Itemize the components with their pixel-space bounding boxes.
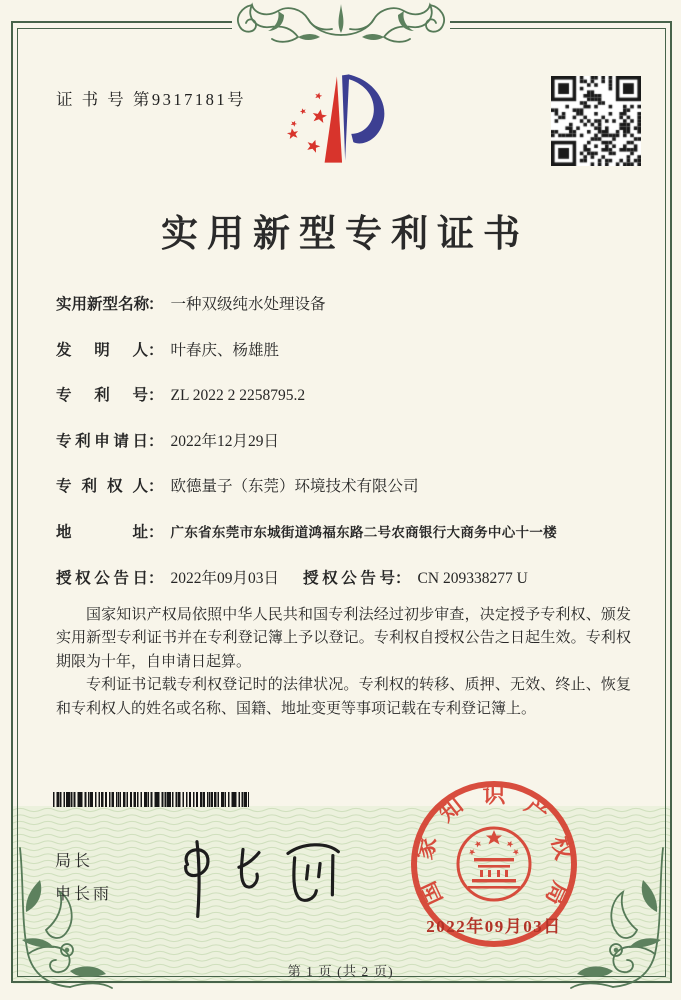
svg-text:产: 产 — [520, 792, 554, 827]
signer-name: 申长雨 — [55, 886, 113, 903]
svg-text:权: 权 — [546, 833, 577, 863]
field-value: 2022年12月29日 — [170, 432, 280, 450]
svg-text:识: 识 — [482, 782, 506, 807]
national-emblem-icon — [458, 828, 530, 900]
field-row-gazette-number: 授 权 公 告 号 ： CN 209338277 U — [303, 570, 528, 587]
field-label: 实 用 新 型 名 称 — [56, 296, 150, 313]
certificate-title: 实用新型专利证书 — [161, 214, 529, 255]
field-row-patent-number: 专 利 号 ： ZL 2022 2 2258795.2 — [56, 383, 637, 429]
qr-code-icon — [551, 76, 641, 166]
cnipa-logo-icon — [283, 60, 397, 178]
field-row-name: 实 用 新 型 名 称 ： 一种双级纯水处理设备 — [56, 292, 637, 338]
field-value: 2022年09月03日 — [170, 569, 280, 587]
barcode-icon — [53, 792, 249, 807]
field-row-address: 地 址 ： 广东省东莞市东城街道鸿福东路二号农商银行大商务中心十一楼 — [56, 520, 637, 566]
field-label: 专 利 申 请 日 — [56, 432, 148, 450]
field-label: 专 利 权 人 — [56, 478, 148, 496]
field-label: 专 利 号 — [56, 387, 148, 405]
certificate-number: 证 书 号 第9317181号 — [56, 90, 247, 109]
legal-text — [56, 604, 631, 721]
page-number: 第 1 页 (共 2 页) — [287, 964, 394, 979]
field-value: 欧德量子（东莞）环境技术有限公司 — [170, 478, 419, 496]
field-value: ZL 2022 2 2258795.2 — [170, 387, 306, 405]
field-value: 一种双级纯水处理设备 — [170, 296, 326, 313]
field-list — [56, 292, 637, 611]
field-label: 授 权 公 告 日 — [56, 569, 148, 587]
svg-text:家: 家 — [411, 833, 442, 863]
legal-paragraph: 国家知识产权局依照中华人民共和国专利法经过初步审查，决定授予专利权、颁发实用新型专利证书并在专利登记簿上予以登记。专利权自授权公告之日起生效。专利权期限为十年，自申请日起算。 — [56, 607, 631, 670]
field-row-filing-date: 专 利 申 请 日 ： 2022年12月29日 — [56, 429, 637, 475]
field-value: 广东省东莞市东城街道鸿福东路二号农商银行大商务中心十一楼 — [170, 524, 557, 540]
svg-text:国: 国 — [414, 877, 448, 910]
field-row-patentee: 专 利 权 人 ： 欧德量子（东莞）环境技术有限公司 — [56, 474, 637, 520]
field-value: 叶春庆、杨雄胜 — [170, 341, 280, 359]
svg-text:知: 知 — [434, 792, 468, 827]
seal-date: 2022年09月03日 — [426, 917, 562, 936]
handwritten-signature — [162, 831, 353, 922]
field-value: CN 209338277 U — [417, 569, 528, 587]
legal-paragraph: 专利证书记载专利权登记时的法律状况。专利权的转移、质押、无效、终止、恢复和专利权人的姓名或名称、国籍、地址变更等事项记载在专利登记簿上。 — [56, 677, 631, 717]
field-label: 授 权 公 告 号 — [303, 569, 395, 587]
field-label: 发 明 人 — [56, 341, 148, 359]
field-row-grant-date: 授 权 公 告 日 ： 2022年09月03日 授 权 公 告 号 ： CN 209338277 U — [56, 566, 637, 612]
signer-title: 局长 — [55, 853, 94, 870]
field-label: 地 址 — [56, 523, 148, 541]
top-flourish-ornament — [226, 1, 456, 47]
seal-arc-text — [411, 782, 578, 909]
svg-text:局: 局 — [540, 877, 574, 910]
field-row-inventors: 发 明 人 ： 叶春庆、杨雄胜 — [56, 338, 637, 384]
